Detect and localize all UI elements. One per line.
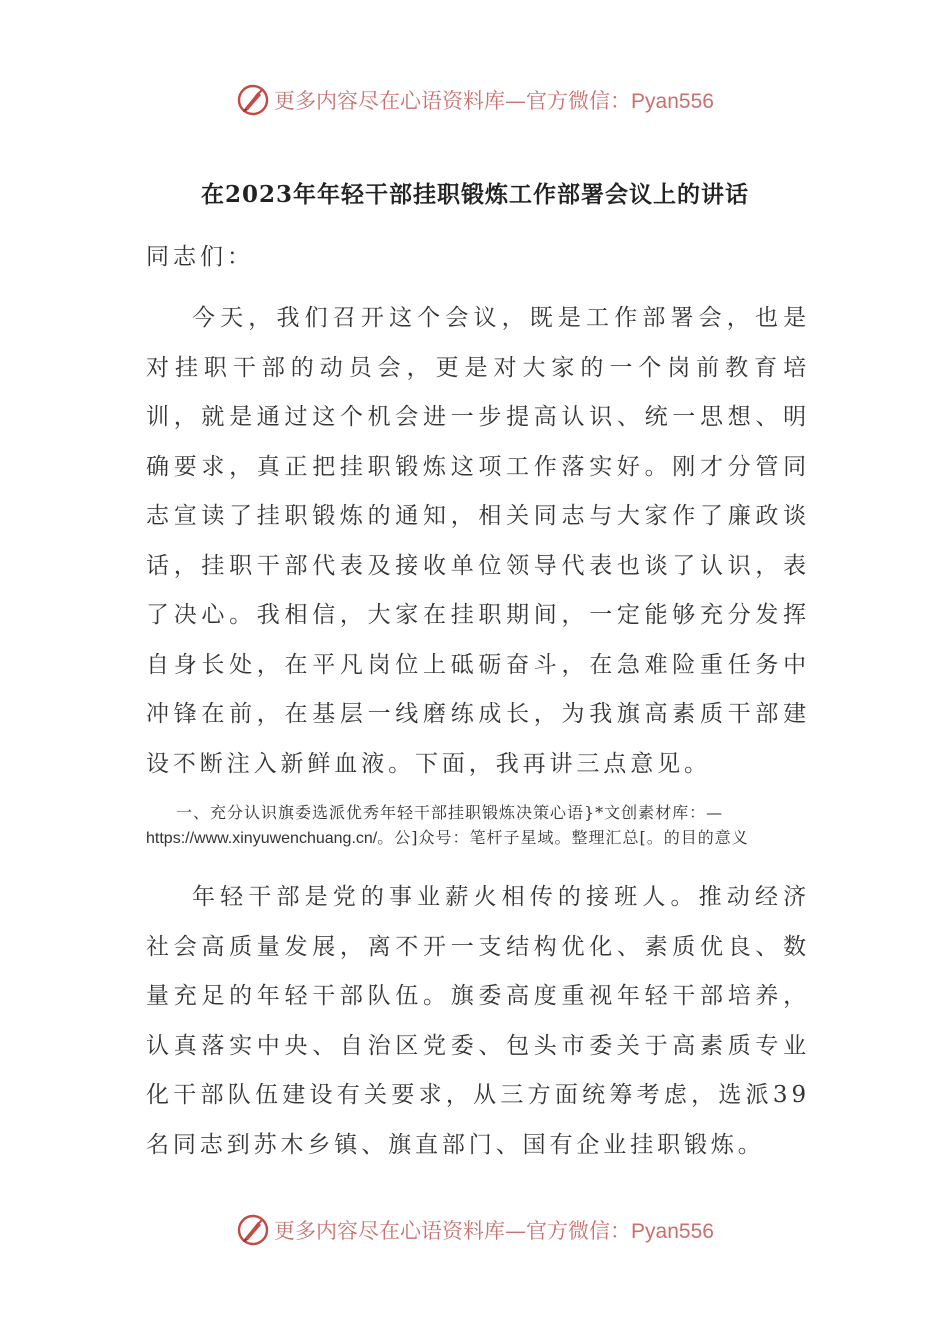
salutation: 同志们： — [146, 244, 254, 270]
source-url: https://www.xinyuwenchuang.cn/ — [146, 830, 378, 847]
pen-logo-icon — [236, 1213, 270, 1247]
section-heading-1: 一、充分认识旗委选派优秀年轻干部挂职锻炼决策心语}*文创素材库：—https://www.xinyuwenchuang.cn/。公]众号：笔杆子星域。整理汇总[。的目的意义 — [146, 803, 749, 847]
footer-banner — [0, 1210, 950, 1250]
header-banner — [0, 80, 950, 120]
banner-text: 更多内容尽在心语资料库—官方微信：Pyan556 — [274, 89, 714, 113]
banner-text: 更多内容尽在心语资料库—官方微信：Pyan556 — [274, 1219, 714, 1243]
paragraph-1: 今天，我们召开这个会议，既是工作部署会，也是对挂职干部的动员会，更是对大家的一个岗前教育培训，就是通过这个机会进一步提高认识、统一思想、明确要求，真正把挂职锻炼这项工作落实好。刚才分管同志宣读了挂职锻炼的通知，相关同志与大家作了廉政谈话，挂职干部代表及接收单位领导代表也谈了认识，表了决心。我相信，大家在挂职期间，一定能够充分发挥自身长处，在平凡岗位上砥砺奋斗，在急难险重任务中冲锋在前，在基层一线磨练成长，为我旗高素质干部建设不断注入新鲜血液。下面，我再讲三点意见。 — [146, 305, 810, 777]
document-title: 在2023年年轻干部挂职锻炼工作部署会议上的讲话 — [200, 181, 749, 208]
paragraph-2: 年轻干部是党的事业薪火相传的接班人。推动经济社会高质量发展，离不开一支结构优化、素质优良、数量充足的年轻干部队伍。旗委高度重视年轻干部培养，认真落实中央、自治区党委、包头市委关于高素质专业化干部队伍建设有关要求，从三方面统筹考虑，选派39名同志到苏木乡镇、旗直部门、国有企业挂职锻炼。 — [146, 884, 810, 1158]
pen-logo-icon — [236, 83, 270, 117]
